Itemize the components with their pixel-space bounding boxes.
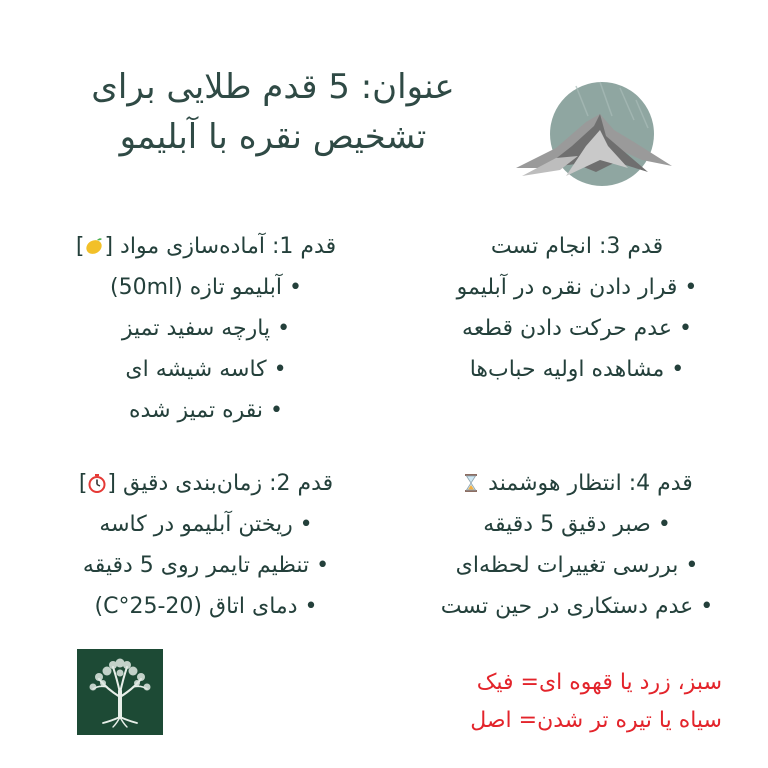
step-2-section [20,463,392,627]
list-item: • دمای اتاق (20-25°C) [94,594,318,619]
stopwatch-icon [87,466,107,486]
note-line-real: سیاه یا تیره تر شدن= اصل [470,708,722,733]
list-item: • ریختن آبلیمو در کاسه [99,512,313,537]
title-line-1: عنوان: 5 قدم طلایی برای [91,67,455,107]
title-line-2: تشخیص نقره با آبلیمو [119,117,427,157]
hourglass-icon [461,466,481,486]
page-title [63,62,483,162]
step-2-heading: قدم 2: زمان‌بندی دقیق [] [20,463,392,504]
step-3-heading: قدم 3: انجام تست [490,234,664,259]
step-4-section [392,463,762,627]
note-line-fake: سبز، زرد یا قهوه ای= فیک [476,670,722,695]
step-4-heading: قدم 4: انتظار هوشمند [392,463,762,504]
tree-of-life-icon [77,649,163,735]
mountain-sun-icon [516,76,672,192]
list-item: • آبلیمو تازه (50ml) [110,275,302,300]
step-3-section [392,226,762,390]
list-item: • عدم حرکت دادن قطعه [462,316,692,341]
list-item: • قرار دادن نقره در آبلیمو [456,275,698,300]
lemon-icon [84,229,104,249]
list-item: • عدم دستکاری در حین تست [440,594,714,619]
list-item: • کاسه شیشه ای [125,357,287,382]
step-1-section [20,226,392,431]
list-item: • بررسی تغییرات لحظه‌ای [455,553,699,578]
list-item: • نقره تمیز شده [129,398,283,423]
result-note [380,664,722,740]
list-item: • مشاهده اولیه حباب‌ها [469,357,685,382]
step-1-heading: قدم 1: آماده‌سازی مواد [] [20,226,392,267]
list-item: • تنظیم تایمر روی 5 دقیقه [82,553,330,578]
list-item: • صبر دقیق 5 دقیقه [483,512,671,537]
list-item: • پارچه سفید تمیز [121,316,291,341]
